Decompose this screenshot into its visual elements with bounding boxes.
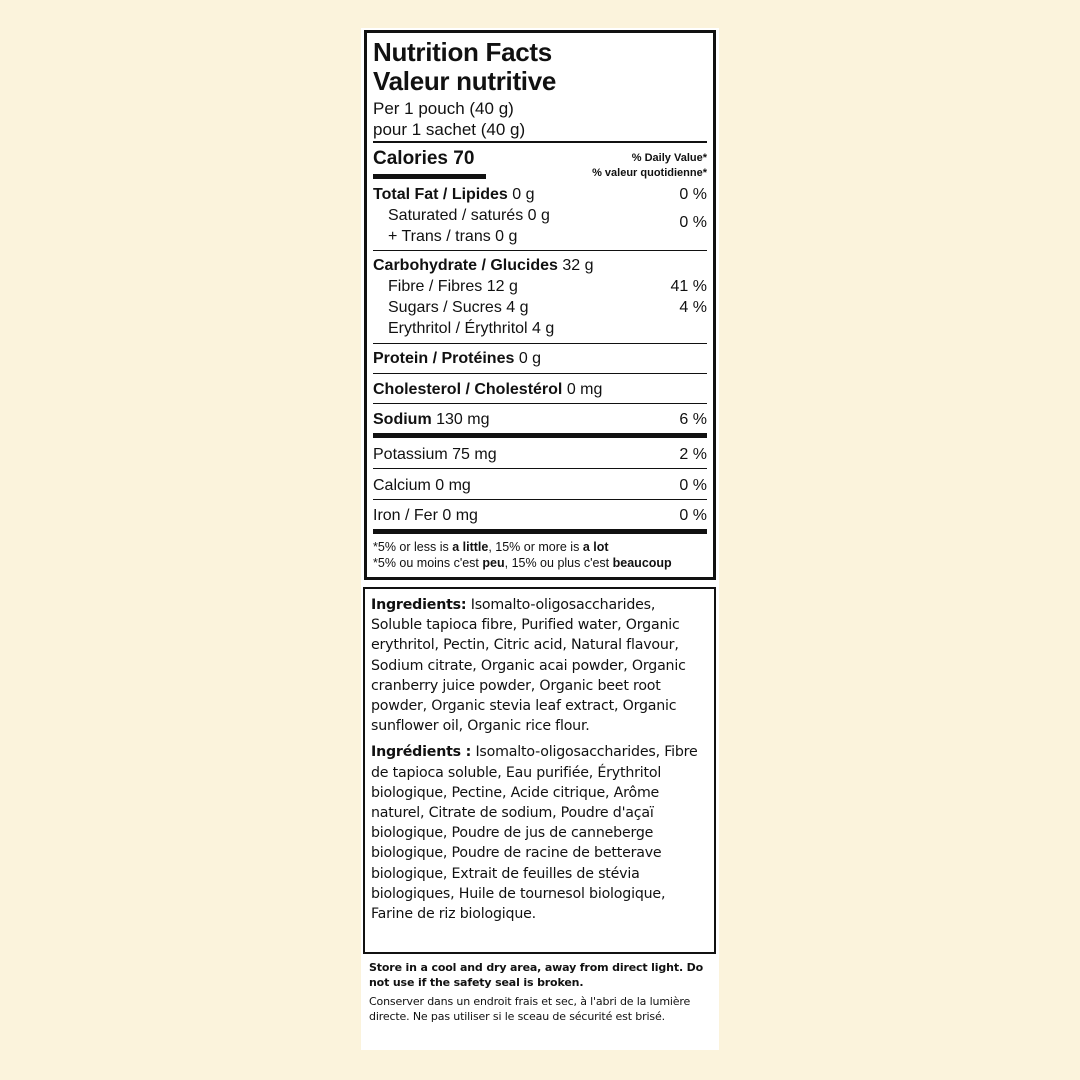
fibre-label: Fibre / Fibres [388, 278, 483, 295]
potassium-label: Potassium [373, 446, 448, 463]
footnote-text: *5% ou moins c'est [373, 556, 483, 570]
trans-amount: 0 g [495, 228, 518, 245]
trans-label: + Trans / trans [388, 228, 491, 245]
iron-amount: 0 mg [442, 507, 478, 524]
protein-row [373, 350, 541, 368]
sugars-dv: 4 % [679, 299, 707, 316]
total-fat-amount: 0 g [512, 186, 535, 203]
serving-size-fr: pour 1 sachet (40 g) [373, 120, 526, 139]
total-fat-dv: 0 % [679, 186, 707, 203]
storage-instructions [369, 960, 709, 1028]
divider [373, 403, 707, 404]
nutrition-title-en: Nutrition Facts [373, 37, 552, 67]
divider [373, 141, 707, 143]
calories-underline [373, 174, 486, 179]
calcium-amount: 0 mg [435, 477, 471, 494]
potassium-dv: 2 % [679, 446, 707, 463]
fibre-amount: 12 g [486, 278, 518, 295]
sodium-label: Sodium [373, 411, 432, 428]
footnote-emphasis: a little [452, 540, 489, 554]
divider [373, 468, 707, 469]
carbohydrate-amount: 32 g [562, 257, 594, 274]
trans-fat-row [388, 228, 517, 246]
calories-row [373, 148, 474, 170]
fibre-row [388, 278, 518, 296]
footnote-text: , 15% ou plus c'est [504, 556, 613, 570]
total-fat-label: Total Fat / Lipides [373, 186, 508, 203]
footnote-text: , 15% or more is [488, 540, 583, 554]
ingredients-en [371, 595, 708, 736]
erythritol-amount: 4 g [532, 320, 555, 337]
footnote-text: *5% or less is [373, 540, 453, 554]
footnote-emphasis: a lot [582, 540, 609, 554]
potassium-amount: 75 mg [452, 446, 497, 463]
daily-value-header-en: % Daily Value* [631, 152, 707, 164]
storage-en: Store in a cool and dry area, away from direct light. Do not use if the safety seal is broken. [369, 961, 704, 989]
potassium-row [373, 446, 497, 464]
ingredients-box [363, 587, 716, 954]
daily-value-header-fr: % valeur quotidienne* [592, 167, 707, 179]
protein-label: Protein / Protéines [373, 350, 515, 367]
ingredients-heading-fr: Ingrédients : [371, 744, 472, 761]
footnote-emphasis: peu [482, 556, 505, 570]
calories-label: Calories [373, 148, 448, 169]
calcium-label: Calcium [373, 477, 431, 494]
sugars-label: Sugars / Sucres [388, 299, 502, 316]
protein-amount: 0 g [518, 350, 542, 367]
iron-label: Iron / Fer [373, 507, 438, 524]
total-fat-row [373, 186, 535, 204]
saturated-fat-row [388, 207, 550, 225]
ingredients-text-en: Isomalto-oligosaccharides, Soluble tapioca fibre, Purified water, Organic erythritol, Pectin, Citric acid, Natural flavour, Sodium citrate, Organic acai powder, Organic cranberry juice powder, Organic beet root powder, Organic stevia leaf extract, Organic sunflower oil, Organic rice flour. [371, 597, 686, 735]
nutrition-facts-table [364, 30, 716, 580]
calcium-dv: 0 % [679, 477, 707, 494]
cholesterol-amount: 0 mg [566, 381, 603, 398]
sugars-row [388, 299, 529, 317]
serving-size-en: Per 1 pouch (40 g) [373, 99, 514, 118]
sodium-amount: 130 mg [436, 411, 490, 428]
iron-row [373, 507, 478, 525]
carbohydrate-label: Carbohydrate / Glucides [373, 257, 558, 274]
footnote-en [373, 540, 609, 554]
divider [373, 373, 707, 374]
saturated-trans-dv: 0 % [679, 214, 707, 231]
divider [373, 343, 707, 344]
divider [373, 499, 707, 500]
saturated-amount: 0 g [527, 207, 550, 224]
erythritol-label: Erythritol / Érythritol [388, 320, 528, 337]
erythritol-row [388, 320, 554, 338]
cholesterol-row [373, 381, 602, 399]
ingredients-text-fr: Isomalto-oligosaccharides, Fibre de tapioca soluble, Eau purifiée, Érythritol biologique, Pectine, Acide citrique, Arôme naturel, Citrate de sodium, Poudre d'açaï biologique, Poudre de jus de canneberge biologique, Poudre de racine de betterave biologique, Extrait de feuilles de stévia biologiques, Huile de tournesol biologique, Farine de riz biologique. [371, 744, 698, 923]
fibre-dv: 41 % [670, 278, 707, 295]
footnote-emphasis: beaucoup [612, 556, 672, 570]
saturated-label: Saturated / saturés [388, 207, 524, 224]
carbohydrate-row [373, 257, 594, 275]
sodium-row [373, 411, 490, 429]
calories-value: 70 [453, 148, 475, 169]
thick-divider [373, 433, 707, 438]
cholesterol-label: Cholesterol / Cholestérol [373, 381, 563, 398]
footnote-fr [373, 556, 672, 570]
divider [373, 250, 707, 251]
ingredients-heading-en: Ingredients: [371, 597, 467, 613]
iron-dv: 0 % [679, 507, 707, 524]
sodium-dv: 6 % [679, 411, 707, 428]
calcium-row [373, 477, 471, 495]
storage-fr: Conserver dans un endroit frais et sec, à l'abri de la lumière directe. Ne pas utiliser si le sceau de sécurité est brisé. [369, 995, 691, 1023]
thick-divider [373, 529, 707, 534]
ingredients-fr [371, 742, 708, 924]
nutrition-title-fr: Valeur nutritive [373, 66, 557, 96]
sugars-amount: 4 g [506, 299, 529, 316]
